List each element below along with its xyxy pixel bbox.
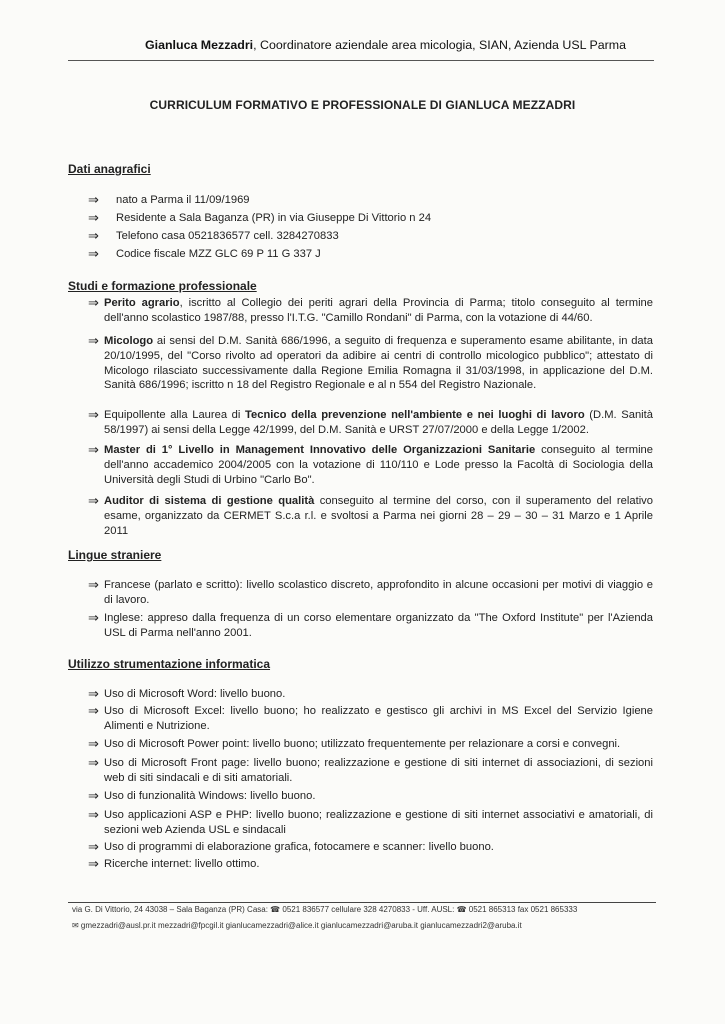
header-divider [68,60,654,61]
header-role: , Coordinatore aziendale area micologia, SIAN, Azienda USL Parma [253,38,626,52]
right-arrow-icon: ⇒ [88,333,99,348]
section-heading-informatica: Utilizzo strumentazione informatica [68,657,271,671]
right-arrow-icon: ⇒ [88,839,99,854]
right-arrow-icon: ⇒ [88,755,99,770]
right-arrow-icon: ⇒ [88,856,99,871]
right-arrow-icon: ⇒ [88,493,99,508]
document-title: CURRICULUM FORMATIVO E PROFESSIONALE DI GIANLUCA MEZZADRI [149,98,576,112]
right-arrow-icon: ⇒ [88,703,99,718]
right-arrow-icon: ⇒ [88,807,99,822]
right-arrow-icon: ⇒ [88,246,99,261]
right-arrow-icon: ⇒ [88,686,99,701]
footer-contacts: via G. Di Vittorio, 24 43038 – Sala Baganza (PR) Casa: ☎ 0521 836577 cellulare 328 4270833 - Uff. AUSL: ☎ 0521 865313 fax 0521 865333 [72,905,578,914]
right-arrow-icon: ⇒ [88,228,99,243]
section-heading-studi: Studi e formazione professionale [68,279,257,293]
right-arrow-icon: ⇒ [88,192,99,207]
right-arrow-icon: ⇒ [88,210,99,225]
right-arrow-icon: ⇒ [88,407,99,422]
page-header [118,38,653,52]
cv-page: Gianluca Mezzadri, Coordinatore aziendale area micologia, SIAN, Azienda USL Parma CURRICULUM FORMATIVO E PROFESSIONALE DI GIANLUCA MEZZADRI Dati anagrafici ⇒ nato a Parma il 11/09/1969 ⇒ Residente a Sala Baganza (PR) in via Giuseppe Di Vittorio n 24 ⇒ Telefono casa 0521836577 cell. 3284270833 ⇒ Codice fiscale MZZ GLC 69 P 11 G 337 J Studi e formazione professionale ⇒ Perito agrario, iscritto al Collegio dei periti agrari della Provincia di Parma; titolo conseguito al termine dell'anno scolastico 1987/88, presso l'I.T.G. "Camillo Rondani" di Parma, con la votazione di 44/60. ⇒ Micologo ai sensi del D.M. Sanità 686/1996, a seguito di frequenza e superamento esame abilitante, in data 20/10/1995, del "Corso rivolto ad operatori da adibire ai centri di controllo micologico pubblico"; attestato di Micologo rilasciato successivamente dalla Regione Emilia Romagna il 31/03/1998, in applicazione del D.M. Sanità 686/1996; iscritto n 18 del Registro Regionale e al n 554 del Registro Nazionale. ⇒ Equipollente alla Laurea di Tecnico della prevenzione nell'ambiente e nei luoghi di lavoro (D.M. Sanità 58/1997) ai sensi della Legge 42/1999, del D.M. Sanità e URST 27/07/2000 e della Legge 1/2002. ⇒ Master di 1° Livello in Management Innovativo delle Organizzazioni Sanitarie conseguito al termine dell'anno accademico 2004/2005 con la votazione di 110/110 e Lode presso la Facoltà di Sociologia della Università degli Studi di Urbino "Carlo Bo". ⇒ Auditor di sistema di gestione qualità conseguito al termine del corso, con il superamento del relativo esame, organizzato da CERMET S.c.a r.l. e svoltosi a Parma nei giorni 28 – 29 – 30 – 31 Marzo e 1 Aprile 2011 Lingue straniere ⇒ Francese (parlato e scritto): livello scolastico discreto, approfondito in alcune occasioni per motivi di viaggio e di lavoro. ⇒ Inglese: appreso dalla frequenza di un corso elementare organizzato da "The Oxford Institute" per l'Azienda USL di Parma nell'anno 2001. Utilizzo strumentazione informatica ⇒ Uso di Microsoft Word: livello buono. ⇒ Uso di Microsoft Excel: livello buono; ho realizzato e gestisco gli archivi in MS Excel del Servizio Igiene Alimenti e Nutrizione. ⇒ Uso di Microsoft Power point: livello buono; utilizzato frequentemente per relazionare a corsi e convegni. ⇒ Uso di Microsoft Front page: livello buono; realizzazione e gestione di siti internet di associazioni, di sezioni web di siti sindacali e di siti amatoriali. ⇒ Uso di funzionalità Windows: livello buono. ⇒ Uso applicazioni ASP e PHP: livello buono; realizzazione e gestione di siti internet associativi e amatoriali, di sezioni web Azienda USL e sindacali ⇒ Uso di programmi di elaborazione grafica, fotocamere e scanner: livello buono. ⇒ Ricerche internet: livello ottimo. via G. Di Vittorio, 24 43038 – Sala Baganza (PR) Casa: ☎ 0521 836577 cellulare 328 4270833 - Uff. AUSL: ☎ 0521 865313 fax 0521 865333 ✉ gmezzadri@ausl.pr.it mezzadri@fpcgil.it gianlucamezzadri@alice.it gianlucamezzadri@aruba.it gianlucamezzadri2@aruba.it [0,0,725,1024]
footer-emails: ✉ gmezzadri@ausl.pr.it mezzadri@fpcgil.it gianlucamezzadri@alice.it gianlucamezzadri@aruba.it gianlucamezzadri2@aruba.it [72,921,522,930]
section-heading-lingue: Lingue straniere [68,548,162,562]
right-arrow-icon: ⇒ [88,610,99,625]
right-arrow-icon: ⇒ [88,736,99,751]
right-arrow-icon: ⇒ [88,295,99,310]
right-arrow-icon: ⇒ [88,788,99,803]
right-arrow-icon: ⇒ [88,577,99,592]
footer-divider [68,902,656,903]
right-arrow-icon: ⇒ [88,442,99,457]
header-name: Gianluca Mezzadri [145,38,254,52]
section-heading-dati-anagrafici: Dati anagrafici [68,162,151,176]
